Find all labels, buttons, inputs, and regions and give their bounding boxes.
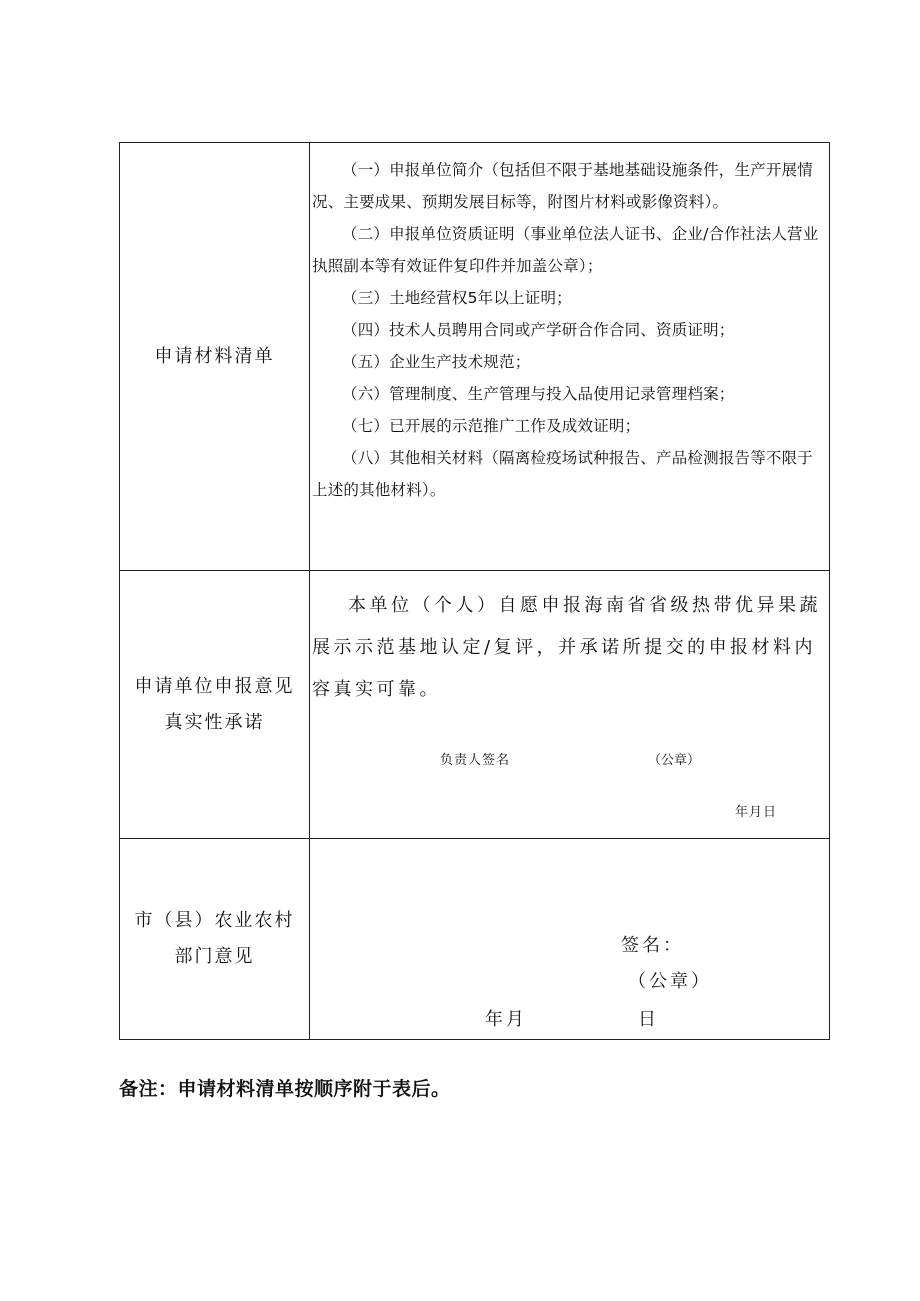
list-item: （六）管理制度、生产管理与投入品使用记录管理档案； — [342, 385, 735, 403]
application-form-table — [119, 142, 830, 1040]
promise-content-cell — [310, 571, 829, 838]
list-item: （七）已开展的示范推广工作及成效证明； — [342, 417, 641, 435]
materials-row — [120, 143, 829, 571]
list-item: （四）技术人员聘用合同或产学研合作合同、资质证明； — [342, 321, 735, 339]
promise-label-line2: 真实性承诺 — [164, 711, 265, 733]
remark-note: 备注：申请材料清单按顺序附于表后。 — [119, 1078, 451, 1100]
county-content-cell — [310, 839, 829, 1039]
county-label — [135, 903, 295, 975]
list-item: （三）土地经营权5年以上证明； — [342, 289, 572, 307]
county-label-cell — [120, 839, 310, 1039]
materials-content-cell — [310, 143, 829, 570]
materials-label-cell — [120, 143, 310, 570]
county-opinion-row — [120, 839, 829, 1039]
list-item: （八）其他相关材料（隔离检疫场试种报告、产品检测报告等不限于上述的其他材料）。 — [312, 449, 814, 499]
county-label-line1: 市（县）农业农村 — [134, 910, 295, 931]
list-item: （二）申报单位资质证明（事业单位法人证书、企业/合作社法人营业执照副本等有效证件复印件并加盖公章）； — [312, 225, 819, 275]
promise-date-label: 年月日 — [735, 805, 778, 820]
county-label-line2: 部门意见 — [174, 946, 255, 967]
county-date-year-month: 年月 — [485, 1009, 527, 1030]
promise-row — [120, 571, 829, 839]
promise-label-cell — [120, 571, 310, 838]
county-seal-label: （公章） — [628, 971, 712, 992]
list-item: （一）申报单位简介（包括但不限于基地基础设施条件，生产开展情况、主要成果、预期发展目标等，附图片材料或影像资料）。 — [312, 161, 814, 211]
list-item: （五）企业生产技术规范； — [342, 353, 531, 371]
county-sign-label: 签名： — [621, 935, 684, 956]
county-date-day: 日 — [638, 1009, 656, 1030]
materials-list — [312, 154, 827, 506]
materials-label — [155, 339, 275, 375]
promise-statement: 本单位（个人）自愿申报海南省省级热带优异果蔬展示示范基地认定/复评，并承诺所提交的申报材料内容真实可靠。 — [312, 595, 821, 700]
materials-label-text: 申请材料清单 — [154, 345, 275, 367]
promise-label — [135, 669, 295, 741]
signer-signature-label: 负责人签名 — [440, 753, 511, 768]
promise-label-line1: 申请单位申报意见 — [134, 675, 295, 697]
promise-seal-label: （公章） — [648, 753, 701, 768]
